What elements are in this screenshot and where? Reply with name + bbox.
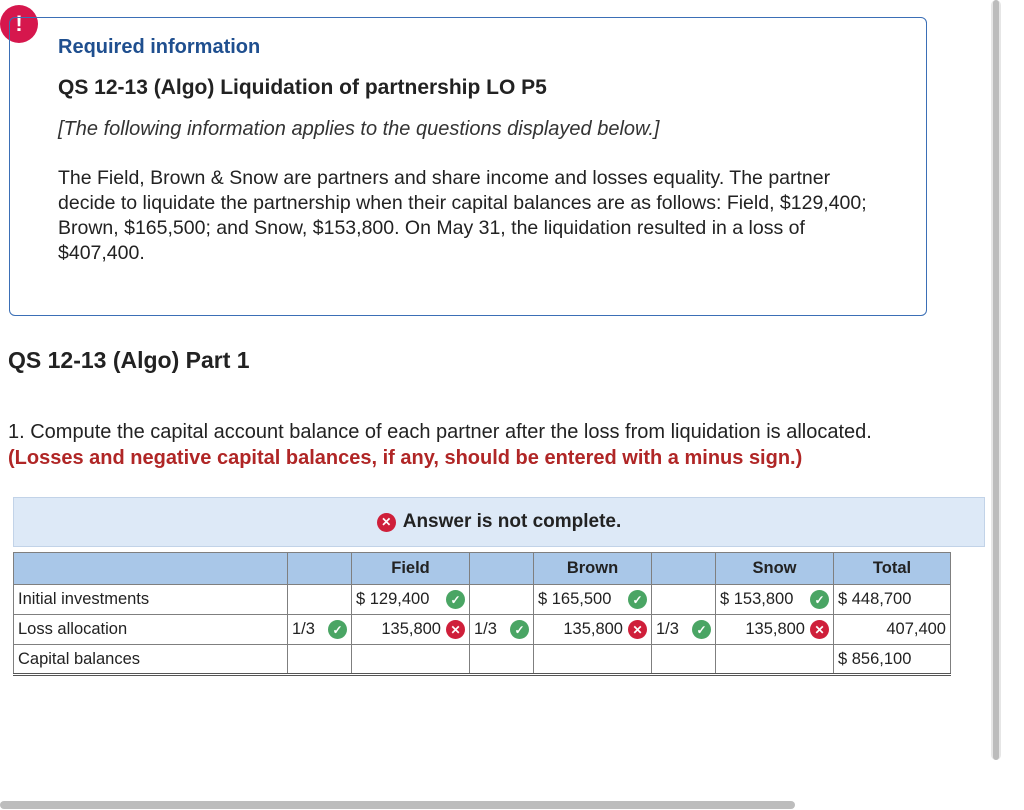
check-icon: ✓ — [628, 590, 647, 609]
total-loss-input[interactable]: 407,400 — [834, 615, 951, 645]
row-label: Loss allocation — [14, 615, 288, 645]
check-icon: ✓ — [446, 590, 465, 609]
check-icon: ✓ — [692, 620, 711, 639]
field-balance-input[interactable] — [352, 645, 470, 675]
total-balance-input[interactable]: $ 856,100 — [834, 645, 951, 675]
field-fraction-input[interactable]: 1/3 ✓ — [288, 615, 352, 645]
brown-fraction-input[interactable] — [470, 585, 534, 615]
question-text: 1. Compute the capital account balance of each partner after the loss from liquidation is allocated. — [8, 421, 872, 443]
brown-initial-input[interactable]: $ 165,500 ✓ — [534, 585, 652, 615]
header-total: Total — [834, 553, 951, 585]
x-circle-icon: ✕ — [446, 620, 465, 639]
info-note: [The following information applies to the questions displayed below.] — [58, 118, 660, 140]
alert-icon: ! — [0, 5, 38, 43]
answer-status-text: Answer is not complete. — [402, 511, 622, 532]
header-field: Field — [352, 553, 470, 585]
header-brown: Brown — [534, 553, 652, 585]
brown-fraction-input[interactable] — [470, 645, 534, 675]
field-initial-input[interactable]: $ 129,400 ✓ — [352, 585, 470, 615]
question-title: QS 12-13 (Algo) Liquidation of partnership LO P5 — [58, 76, 547, 99]
table-row — [14, 645, 951, 675]
brown-balance-input[interactable] — [534, 645, 652, 675]
x-circle-icon: ✕ — [810, 620, 829, 639]
snow-fraction-input[interactable]: 1/3 ✓ — [652, 615, 716, 645]
required-info-heading: Required information — [58, 36, 261, 58]
check-icon: ✓ — [510, 620, 529, 639]
vertical-scrollbar-thumb[interactable] — [993, 0, 999, 760]
x-circle-icon: ✕ — [628, 620, 647, 639]
snow-initial-input[interactable]: $ 153,800 ✓ — [716, 585, 834, 615]
part-title: QS 12-13 (Algo) Part 1 — [8, 347, 250, 373]
problem-description: The Field, Brown & Snow are partners and share income and losses equality. The partner decide to liquidate the partnership when their capital balances are as follows: Field, $129,400; Brown, $165,500; and Snow, $153,800. On May 31, the liquidation resulted in a loss of $407,400. — [58, 167, 867, 264]
header-field-fraction — [288, 553, 352, 585]
check-icon: ✓ — [810, 590, 829, 609]
snow-loss-input[interactable]: 135,800 ✕ — [716, 615, 834, 645]
question-prompt — [8, 419, 998, 471]
snow-balance-input[interactable] — [716, 645, 834, 675]
horizontal-scrollbar[interactable] — [0, 801, 795, 809]
row-label: Initial investments — [14, 585, 288, 615]
answer-status-banner — [13, 497, 985, 547]
total-initial-input[interactable]: $ 448,700 — [834, 585, 951, 615]
header-label — [14, 553, 288, 585]
brown-fraction-input[interactable]: 1/3 ✓ — [470, 615, 534, 645]
snow-fraction-input[interactable] — [652, 585, 716, 615]
field-loss-input[interactable]: 135,800 ✕ — [352, 615, 470, 645]
field-fraction-input[interactable] — [288, 645, 352, 675]
table-row — [14, 615, 951, 645]
x-circle-icon: ✕ — [377, 513, 396, 532]
table-header-row — [14, 553, 951, 585]
row-label: Capital balances — [14, 645, 288, 675]
table-row — [14, 585, 951, 615]
capital-balance-table — [13, 552, 951, 676]
question-hint: (Losses and negative capital balances, if any, should be entered with a minus sign.) — [8, 447, 803, 469]
header-snow: Snow — [716, 553, 834, 585]
header-snow-fraction — [652, 553, 716, 585]
header-brown-fraction — [470, 553, 534, 585]
snow-fraction-input[interactable] — [652, 645, 716, 675]
field-fraction-input[interactable] — [288, 585, 352, 615]
check-icon: ✓ — [328, 620, 347, 639]
brown-loss-input[interactable]: 135,800 ✕ — [534, 615, 652, 645]
